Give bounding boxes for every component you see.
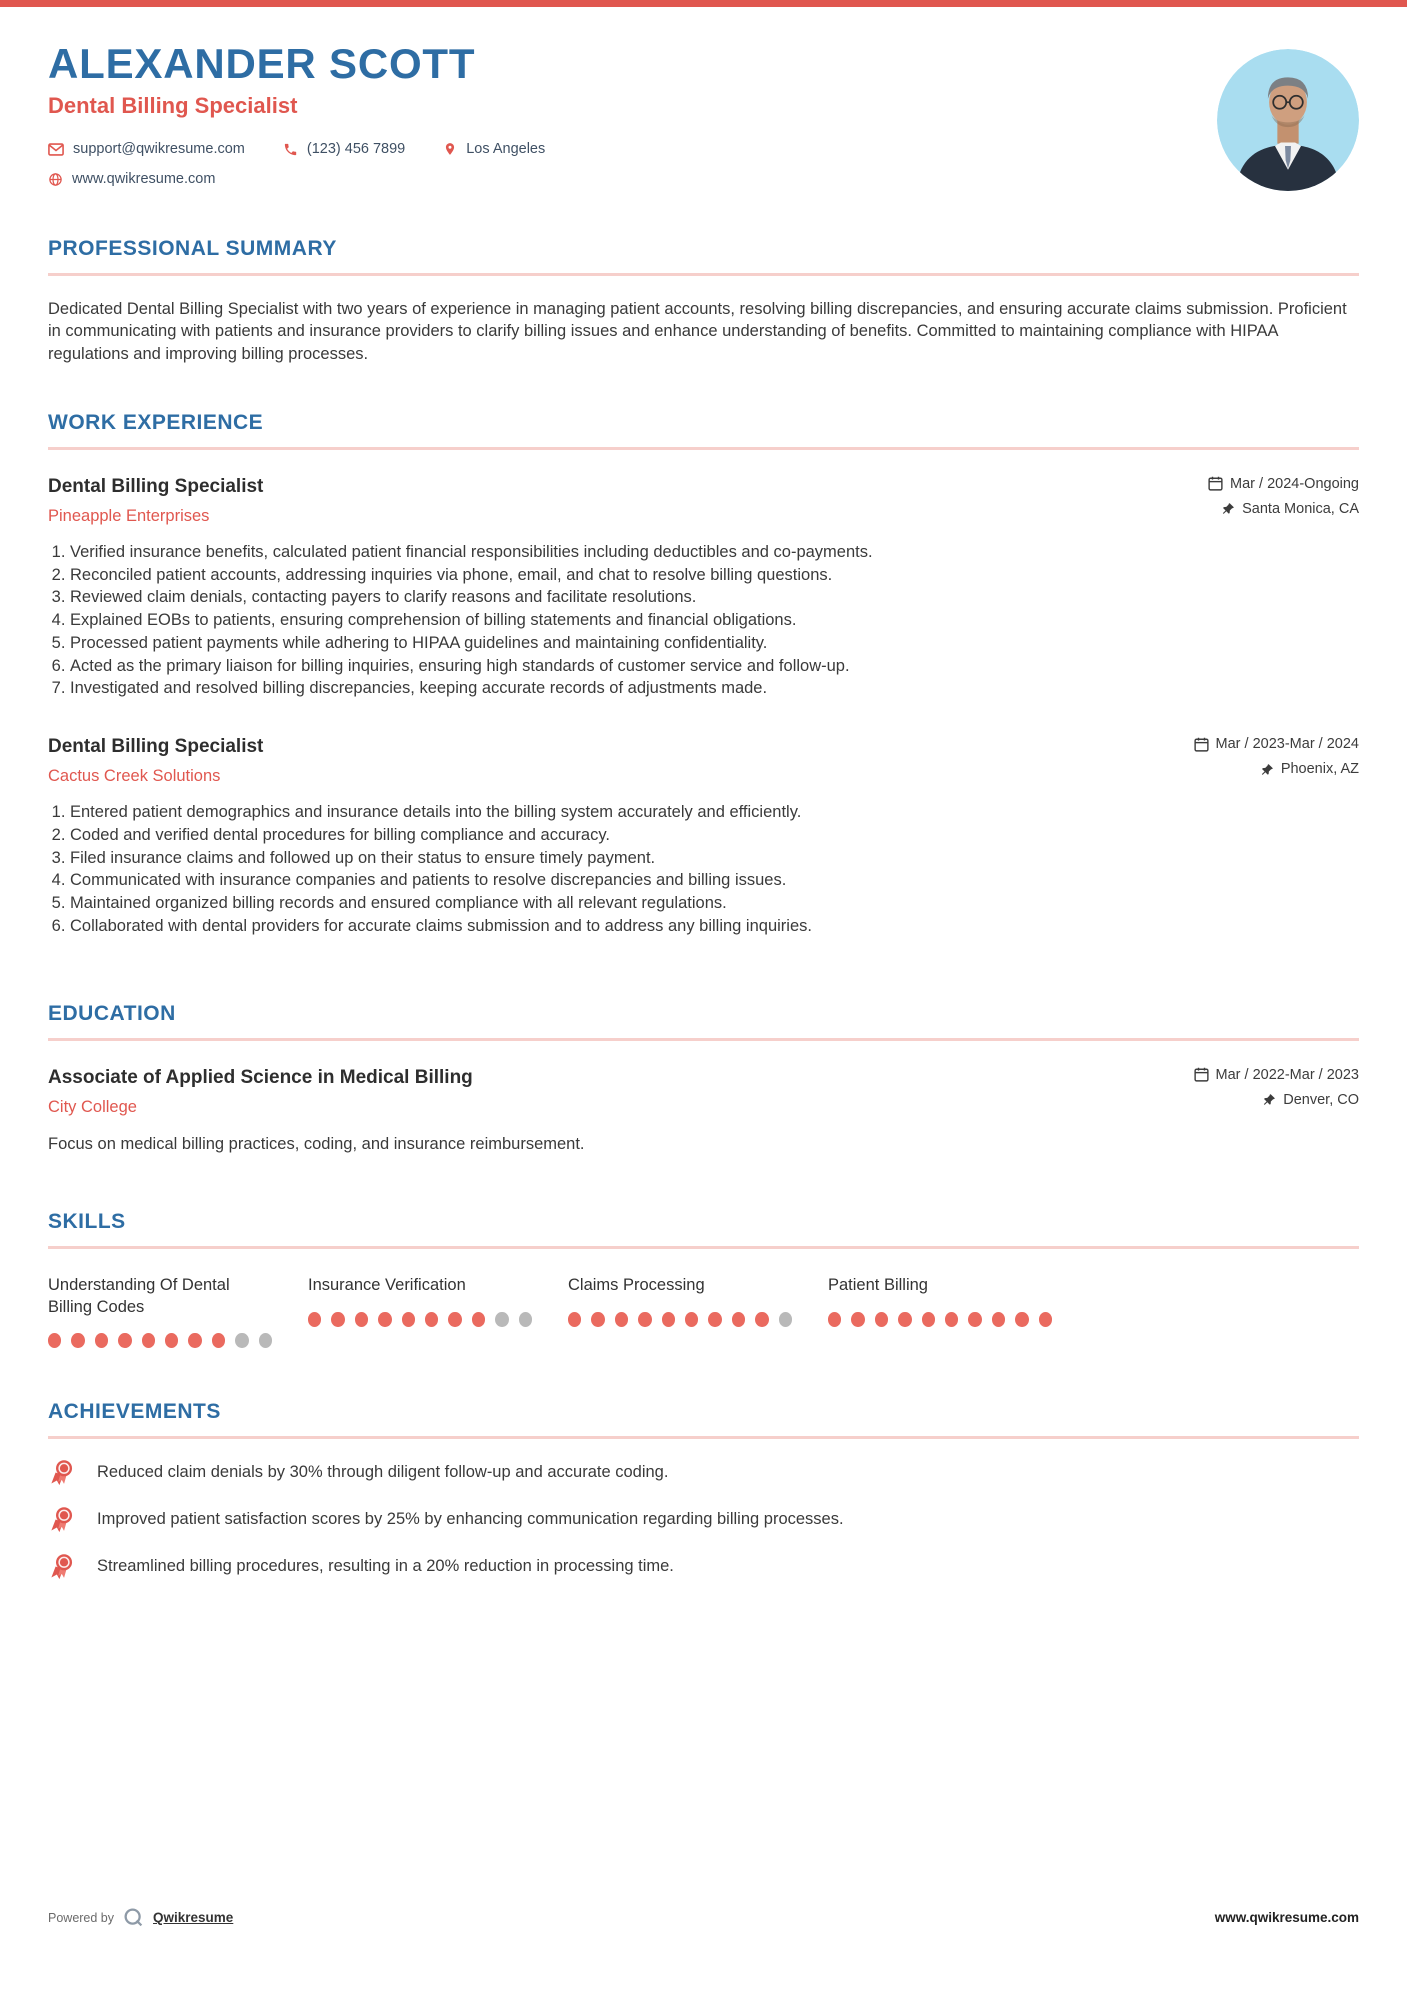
- skill-dot: [378, 1312, 391, 1327]
- website-text: www.qwikresume.com: [72, 171, 216, 188]
- skill-dot: [402, 1312, 415, 1327]
- qwikresume-q-icon: [123, 1907, 144, 1928]
- job-bullets: [48, 542, 1359, 700]
- job-bullet: 3. Filed insurance claims and followed up on their status to ensure timely payment.: [70, 848, 1359, 870]
- skill-name: Patient Billing: [828, 1275, 928, 1294]
- candidate-name: ALEXANDER SCOTT: [48, 40, 476, 87]
- skill-dot: [519, 1312, 532, 1327]
- education-heading-block: [48, 1067, 473, 1117]
- degree-title: Associate of Applied Science in Medical Billing: [48, 1066, 473, 1088]
- skill-dot: [755, 1312, 768, 1327]
- skill-name: Claims Processing: [568, 1275, 705, 1294]
- job-title: Dental Billing Specialist: [48, 736, 264, 758]
- job-entry-header: [48, 736, 1359, 786]
- job-dates-text: Mar / 2024-Ongoing: [1230, 475, 1359, 492]
- education-entry: [48, 1067, 1359, 1154]
- pushpin-icon: [1261, 763, 1274, 776]
- pushpin-icon: [1263, 1093, 1276, 1106]
- job-company: Cactus Creek Solutions: [48, 767, 221, 786]
- section-education: [48, 1002, 1359, 1154]
- job-bullet: 1. Entered patient demographics and insurance details into the billing system accurately and efficiently.: [70, 802, 1359, 824]
- skill-rating: [308, 1312, 532, 1327]
- job-bullet: 4. Communicated with insurance companies and patients to resolve discrepancies and billing issues.: [70, 870, 1359, 892]
- skill-dot: [851, 1312, 864, 1327]
- skill-dot: [95, 1333, 108, 1348]
- education-dates-text: Mar / 2022-Mar / 2023: [1215, 1066, 1359, 1083]
- school-name: City College: [48, 1097, 137, 1116]
- job-dates-text: Mar / 2023-Mar / 2024: [1215, 736, 1359, 753]
- job-heading-block: [48, 736, 263, 786]
- job-bullet: 6. Collaborated with dental providers for accurate claims submission and to address any billing inquiries.: [70, 916, 1359, 938]
- envelope-icon: [48, 143, 64, 156]
- resume-page: [0, 7, 1407, 1580]
- skill-dot: [945, 1312, 958, 1327]
- skill-dot: [779, 1312, 792, 1327]
- summary-text: Dedicated Dental Billing Specialist with two years of experience in managing patient accounts, resolving billing discrepancies, and ensuring accurate claims submission. Proficient in communicating with patients and insurance providers to clarify billing issues and enhance understanding of benefits. Committed to maintaining compliance with HIPAA regulations and improving billing processes.: [48, 300, 1347, 363]
- education-meta-block: [1194, 1067, 1359, 1108]
- achievement-text: Improved patient satisfaction scores by 25% by enhancing communication regarding billing processes.: [97, 1510, 844, 1529]
- skill-dot: [188, 1333, 201, 1348]
- skill-dot: [591, 1312, 604, 1327]
- skill-dot: [259, 1333, 272, 1348]
- skill-dot: [568, 1312, 581, 1327]
- job-heading-block: [48, 476, 263, 526]
- location-text: Los Angeles: [466, 141, 546, 158]
- job-meta-block: [1208, 476, 1359, 517]
- skill-name: Understanding Of Dental Billing Codes: [48, 1275, 230, 1316]
- phone-text: (123) 456 7899: [306, 141, 406, 158]
- section-divider: [48, 273, 1359, 276]
- skill-dot: [615, 1312, 628, 1327]
- achievements-heading: ACHIEVEMENTS: [48, 1400, 221, 1424]
- globe-icon: [48, 172, 63, 187]
- job-title: Dental Billing Specialist: [48, 475, 264, 497]
- calendar-icon: [1194, 1067, 1209, 1082]
- summary-heading: PROFESSIONAL SUMMARY: [48, 237, 337, 260]
- experience-list: [48, 476, 1359, 938]
- footer: [48, 1907, 1359, 1928]
- skill-dot: [732, 1312, 745, 1327]
- achievement-text: Reduced claim denials by 30% through diligent follow-up and accurate coding.: [97, 1463, 669, 1482]
- skill-dot: [992, 1312, 1005, 1327]
- job-bullet: 6. Acted as the primary liaison for billing inquiries, ensuring high standards of customer service and follow-up.: [70, 656, 1359, 678]
- job-company: Pineapple Enterprises: [48, 506, 210, 525]
- pushpin-icon: [1222, 502, 1235, 515]
- skill-dot: [331, 1312, 344, 1327]
- skill-dot: [212, 1333, 225, 1348]
- skill-dot: [828, 1312, 841, 1327]
- section-divider: [48, 447, 1359, 450]
- skill-dot: [165, 1333, 178, 1348]
- skill-rating: [568, 1312, 792, 1327]
- education-location: [1194, 1092, 1359, 1108]
- job-dates: [1208, 476, 1359, 492]
- skill-dot: [472, 1312, 485, 1327]
- section-divider: [48, 1038, 1359, 1041]
- job-bullets: [48, 802, 1359, 938]
- section-experience: [48, 411, 1359, 938]
- website-link[interactable]: [48, 171, 215, 187]
- achievement-item: [48, 1553, 1359, 1580]
- job-entry-header: [48, 476, 1359, 526]
- job-bullet: 7. Investigated and resolved billing discrepancies, keeping accurate records of adjustments made.: [70, 678, 1359, 700]
- job-bullet: 3. Reviewed claim denials, contacting payers to clarify reasons and facilitate resolutions.: [70, 587, 1359, 609]
- phone-link[interactable]: [283, 141, 405, 157]
- education-heading: EDUCATION: [48, 1001, 176, 1025]
- skill-item: [48, 1275, 308, 1349]
- top-accent-bar: [0, 0, 1407, 7]
- job-bullet: 4. Explained EOBs to patients, ensuring comprehension of billing statements and financial obligations.: [70, 610, 1359, 632]
- skill-item: [828, 1275, 1088, 1349]
- section-divider: [48, 1436, 1359, 1439]
- phone-icon: [283, 142, 298, 157]
- skill-dot: [235, 1333, 248, 1348]
- skill-dot: [708, 1312, 721, 1327]
- candidate-title: Dental Billing Specialist: [48, 93, 298, 119]
- achievement-text: Streamlined billing procedures, resulting in a 20% reduction in processing time.: [97, 1557, 674, 1576]
- skill-dot: [425, 1312, 438, 1327]
- job-location: [1194, 761, 1359, 777]
- skill-dot: [308, 1312, 321, 1327]
- award-ribbon-icon: [48, 1553, 75, 1580]
- experience-heading: WORK EXPERIENCE: [48, 410, 264, 434]
- calendar-icon: [1208, 476, 1223, 491]
- skill-dot: [142, 1333, 155, 1348]
- skill-dot: [448, 1312, 461, 1327]
- job-location-text: Phoenix, AZ: [1280, 761, 1359, 778]
- skill-dot: [1039, 1312, 1052, 1327]
- achievement-item: [48, 1459, 1359, 1486]
- education-description: Focus on medical billing practices, coding, and insurance reimbursement.: [48, 1134, 585, 1153]
- header: [48, 41, 1359, 191]
- powered-by-label: Powered by: [48, 1910, 115, 1925]
- job-bullet: 2. Reconciled patient accounts, addressing inquiries via phone, email, and chat to resolve billing questions.: [70, 565, 1359, 587]
- job-location-text: Santa Monica, CA: [1242, 500, 1359, 517]
- location-item: [443, 141, 545, 157]
- education-location-text: Denver, CO: [1283, 1091, 1359, 1108]
- education-entry-header: [48, 1067, 1359, 1117]
- calendar-icon: [1194, 737, 1209, 752]
- skill-dot: [662, 1312, 675, 1327]
- skill-dot: [968, 1312, 981, 1327]
- education-dates: [1194, 1067, 1359, 1083]
- email-link[interactable]: [48, 141, 245, 157]
- skill-dot: [898, 1312, 911, 1327]
- skill-dot: [355, 1312, 368, 1327]
- achievements-list: [48, 1459, 1359, 1580]
- footer-website-link[interactable]: www.qwikresume.com: [1214, 1910, 1359, 1925]
- job-entry: [48, 476, 1359, 700]
- skill-rating: [828, 1312, 1052, 1327]
- job-entry: [48, 736, 1359, 938]
- award-ribbon-icon: [48, 1459, 75, 1486]
- section-skills: [48, 1210, 1359, 1349]
- profile-photo: [1217, 49, 1359, 191]
- email-text: support@qwikresume.com: [73, 141, 245, 158]
- achievement-item: [48, 1506, 1359, 1533]
- skill-dot: [638, 1312, 651, 1327]
- skill-dot: [1015, 1312, 1028, 1327]
- header-info: [48, 41, 545, 187]
- skill-item: [308, 1275, 568, 1349]
- qwikresume-link[interactable]: Qwikresume: [153, 1910, 234, 1925]
- skill-dot: [71, 1333, 84, 1348]
- skill-rating: [48, 1333, 272, 1348]
- section-achievements: [48, 1400, 1359, 1580]
- job-meta-block: [1194, 736, 1359, 777]
- skill-dot: [48, 1333, 61, 1348]
- contact-row: [48, 141, 545, 157]
- map-pin-icon: [443, 141, 457, 157]
- skills-heading: SKILLS: [48, 1209, 126, 1233]
- skill-dot: [118, 1333, 131, 1348]
- section-divider: [48, 1246, 1359, 1249]
- skill-dot: [495, 1312, 508, 1327]
- skill-item: [568, 1275, 828, 1349]
- job-bullet: 2. Coded and verified dental procedures for billing compliance and accuracy.: [70, 825, 1359, 847]
- skill-name: Insurance Verification: [308, 1275, 466, 1294]
- job-dates: [1194, 736, 1359, 752]
- award-ribbon-icon: [48, 1506, 75, 1533]
- skill-dot: [922, 1312, 935, 1327]
- job-bullet: 1. Verified insurance benefits, calculated patient financial responsibilities including deductibles and co-payments.: [70, 542, 1359, 564]
- job-bullet: 5. Maintained organized billing records and ensured compliance with all relevant regulations.: [70, 893, 1359, 915]
- job-location: [1208, 501, 1359, 517]
- website-row: [48, 171, 545, 187]
- skills-grid: [48, 1275, 1359, 1349]
- skill-dot: [685, 1312, 698, 1327]
- skill-dot: [875, 1312, 888, 1327]
- section-summary: [48, 237, 1359, 365]
- job-bullet: 5. Processed patient payments while adhering to HIPAA guidelines and maintaining confidentiality.: [70, 633, 1359, 655]
- footer-branding: [48, 1907, 233, 1928]
